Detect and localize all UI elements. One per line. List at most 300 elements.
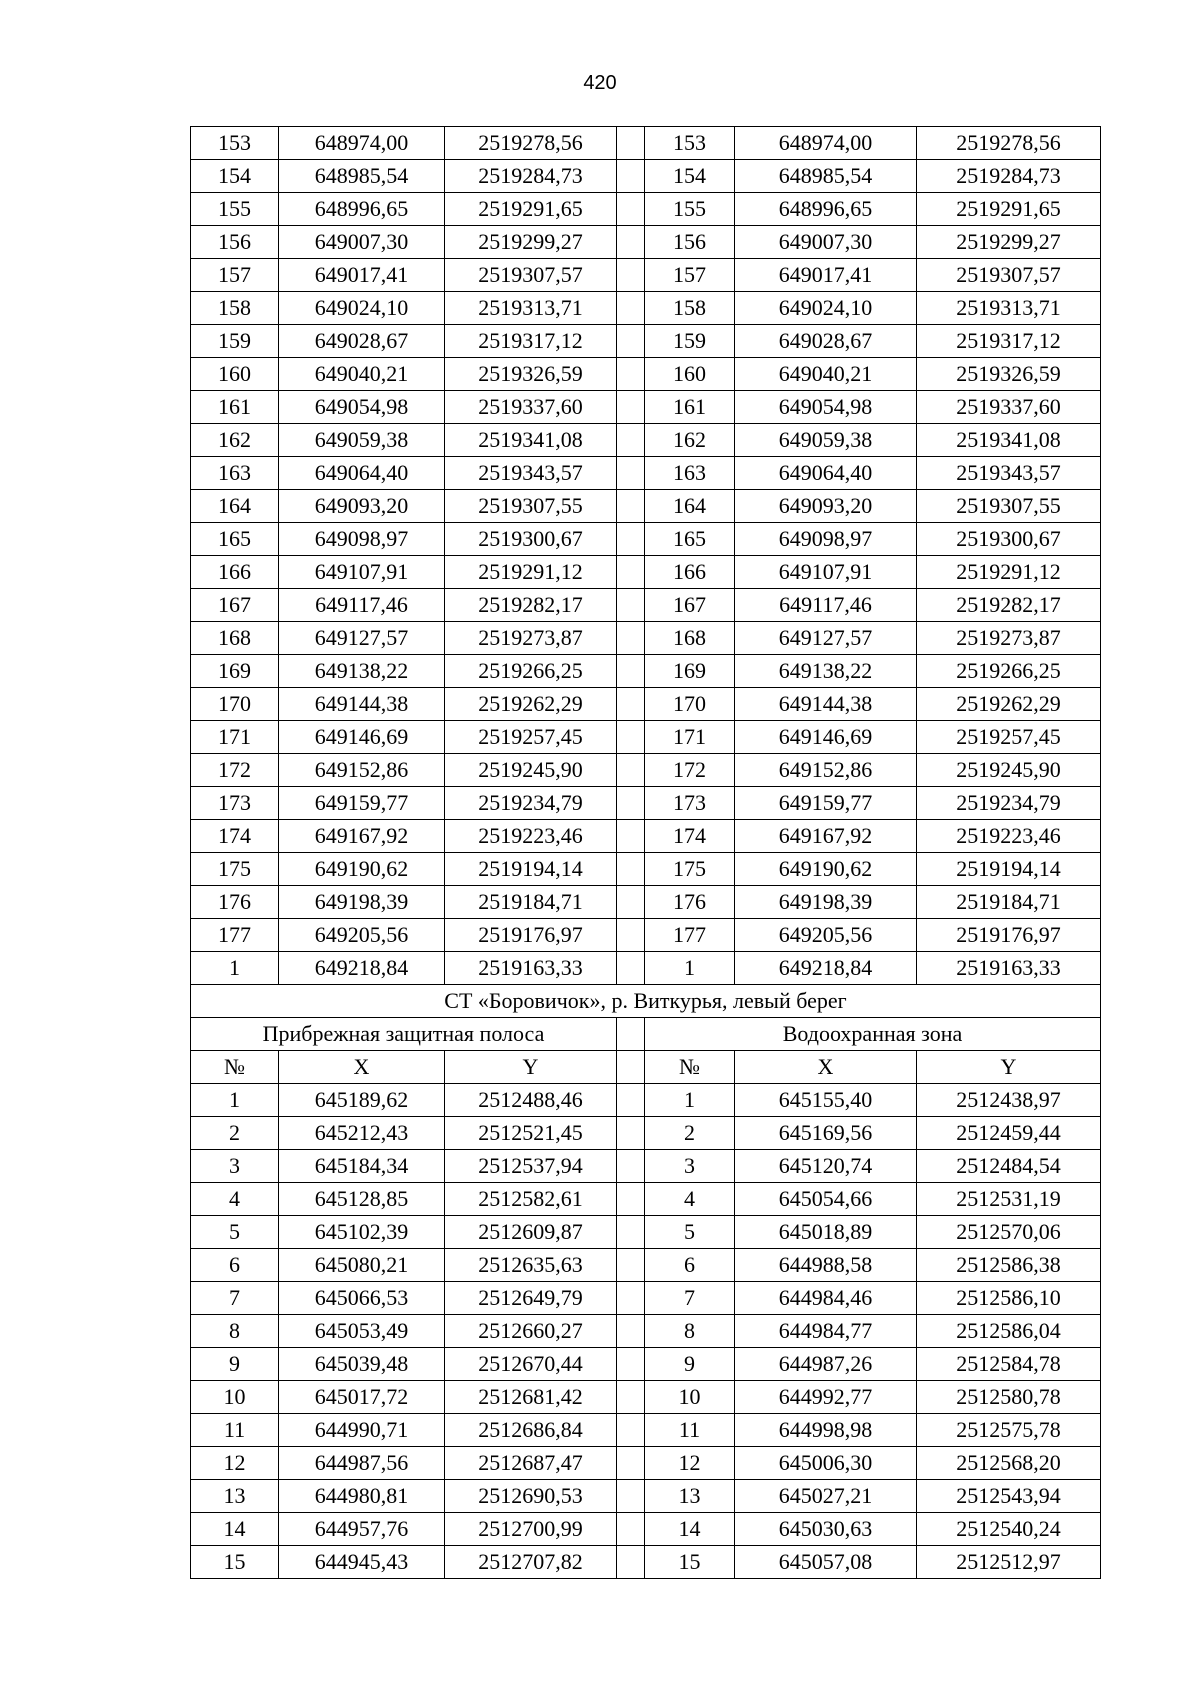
point-number-right: 11	[645, 1414, 735, 1447]
point-number-right: 175	[645, 853, 735, 886]
spacer-cell	[617, 1051, 645, 1084]
x-left: 648996,65	[279, 193, 445, 226]
point-number-right: 171	[645, 721, 735, 754]
section-header-body	[191, 985, 1101, 1084]
y-left: 2512690,53	[445, 1480, 617, 1513]
y-left: 2512521,45	[445, 1117, 617, 1150]
x-right: 645120,74	[735, 1150, 917, 1183]
y-right: 2519278,56	[917, 127, 1101, 160]
y-right: 2519317,12	[917, 325, 1101, 358]
x-right: 649190,62	[735, 853, 917, 886]
y-left: 2512635,63	[445, 1249, 617, 1282]
table-row	[191, 919, 1101, 952]
point-number-right: 169	[645, 655, 735, 688]
x-left: 649152,86	[279, 754, 445, 787]
x-left: 645184,34	[279, 1150, 445, 1183]
point-number-left: 168	[191, 622, 279, 655]
point-number-right: 12	[645, 1447, 735, 1480]
spacer-cell	[617, 688, 645, 721]
table-row	[191, 1414, 1101, 1447]
table-row	[191, 886, 1101, 919]
point-number-left: 162	[191, 424, 279, 457]
point-number-right: 1	[645, 1084, 735, 1117]
y-left: 2519194,14	[445, 853, 617, 886]
y-left: 2519300,67	[445, 523, 617, 556]
x-left: 645017,72	[279, 1381, 445, 1414]
x-right: 645030,63	[735, 1513, 917, 1546]
x-right: 645027,21	[735, 1480, 917, 1513]
y-right: 2519223,46	[917, 820, 1101, 853]
point-number-left: 14	[191, 1513, 279, 1546]
y-left: 2519291,12	[445, 556, 617, 589]
point-number-right: 15	[645, 1546, 735, 1579]
table-row	[191, 556, 1101, 589]
y-right: 2519307,55	[917, 490, 1101, 523]
spacer-cell	[617, 919, 645, 952]
y-left: 2512707,82	[445, 1546, 617, 1579]
table-row	[191, 1447, 1101, 1480]
spacer-cell	[617, 1018, 645, 1051]
spacer-cell	[617, 1315, 645, 1348]
table-row	[191, 688, 1101, 721]
point-number-left: 160	[191, 358, 279, 391]
point-number-right: 174	[645, 820, 735, 853]
y-right: 2512531,19	[917, 1183, 1101, 1216]
point-number-left: 6	[191, 1249, 279, 1282]
point-number-right: 4	[645, 1183, 735, 1216]
x-left: 649098,97	[279, 523, 445, 556]
y-right: 2512459,44	[917, 1117, 1101, 1150]
x-right: 644984,46	[735, 1282, 917, 1315]
point-number-left: 177	[191, 919, 279, 952]
x-left: 644980,81	[279, 1480, 445, 1513]
point-number-left: 155	[191, 193, 279, 226]
point-number-left: 164	[191, 490, 279, 523]
spacer-cell	[617, 1447, 645, 1480]
spacer-cell	[617, 358, 645, 391]
table-row	[191, 424, 1101, 457]
y-left: 2512686,84	[445, 1414, 617, 1447]
table-row	[191, 1546, 1101, 1579]
y-left: 2519234,79	[445, 787, 617, 820]
point-number-left: 167	[191, 589, 279, 622]
spacer-cell	[617, 292, 645, 325]
spacer-cell	[617, 259, 645, 292]
point-number-left: 153	[191, 127, 279, 160]
table-row	[191, 193, 1101, 226]
x-right: 645155,40	[735, 1084, 917, 1117]
table-row	[191, 721, 1101, 754]
right-group-label: Водоохранная зона	[645, 1018, 1101, 1051]
point-number-right: 163	[645, 457, 735, 490]
y-right: 2519282,17	[917, 589, 1101, 622]
spacer-cell	[617, 127, 645, 160]
spacer-cell	[617, 820, 645, 853]
table-row	[191, 1381, 1101, 1414]
point-number-left: 10	[191, 1381, 279, 1414]
point-number-left: 171	[191, 721, 279, 754]
x-right: 649093,20	[735, 490, 917, 523]
point-number-right: 153	[645, 127, 735, 160]
table-row	[191, 457, 1101, 490]
point-number-right: 156	[645, 226, 735, 259]
table-row	[191, 127, 1101, 160]
spacer-cell	[617, 655, 645, 688]
spacer-cell	[617, 1282, 645, 1315]
point-number-left: 166	[191, 556, 279, 589]
x-left: 649167,92	[279, 820, 445, 853]
x-right: 649059,38	[735, 424, 917, 457]
y-left: 2519163,33	[445, 952, 617, 985]
point-number-right: 167	[645, 589, 735, 622]
y-left: 2512687,47	[445, 1447, 617, 1480]
y-left: 2519343,57	[445, 457, 617, 490]
point-number-left: 3	[191, 1150, 279, 1183]
header-num-right: №	[645, 1051, 735, 1084]
y-right: 2519262,29	[917, 688, 1101, 721]
table-row	[191, 787, 1101, 820]
x-left: 649064,40	[279, 457, 445, 490]
spacer-cell	[617, 1183, 645, 1216]
y-left: 2512660,27	[445, 1315, 617, 1348]
x-right: 648974,00	[735, 127, 917, 160]
y-right: 2519326,59	[917, 358, 1101, 391]
spacer-cell	[617, 754, 645, 787]
spacer-cell	[617, 787, 645, 820]
table-row	[191, 160, 1101, 193]
y-left: 2519291,65	[445, 193, 617, 226]
point-number-right: 10	[645, 1381, 735, 1414]
x-right: 645169,56	[735, 1117, 917, 1150]
point-number-right: 172	[645, 754, 735, 787]
x-right: 644992,77	[735, 1381, 917, 1414]
group-label-row	[191, 1018, 1101, 1051]
x-left: 649138,22	[279, 655, 445, 688]
spacer-cell	[617, 1480, 645, 1513]
y-right: 2519284,73	[917, 160, 1101, 193]
x-right: 645054,66	[735, 1183, 917, 1216]
y-right: 2519266,25	[917, 655, 1101, 688]
y-left: 2519317,12	[445, 325, 617, 358]
spacer-cell	[617, 193, 645, 226]
point-number-right: 168	[645, 622, 735, 655]
point-number-left: 169	[191, 655, 279, 688]
y-right: 2519234,79	[917, 787, 1101, 820]
point-number-left: 175	[191, 853, 279, 886]
x-left: 649144,38	[279, 688, 445, 721]
x-right: 645057,08	[735, 1546, 917, 1579]
point-number-left: 7	[191, 1282, 279, 1315]
x-right: 649146,69	[735, 721, 917, 754]
x-left: 645039,48	[279, 1348, 445, 1381]
y-right: 2512575,78	[917, 1414, 1101, 1447]
x-right: 649144,38	[735, 688, 917, 721]
x-right: 649007,30	[735, 226, 917, 259]
table-row	[191, 523, 1101, 556]
spacer-cell	[617, 1414, 645, 1447]
point-number-right: 8	[645, 1315, 735, 1348]
y-left: 2519223,46	[445, 820, 617, 853]
x-left: 645212,43	[279, 1117, 445, 1150]
x-left: 645080,21	[279, 1249, 445, 1282]
table-row	[191, 490, 1101, 523]
y-left: 2519257,45	[445, 721, 617, 754]
x-left: 649127,57	[279, 622, 445, 655]
y-left: 2519184,71	[445, 886, 617, 919]
table-row	[191, 1282, 1101, 1315]
x-right: 648985,54	[735, 160, 917, 193]
point-number-right: 159	[645, 325, 735, 358]
point-number-right: 7	[645, 1282, 735, 1315]
spacer-cell	[617, 952, 645, 985]
point-number-right: 1	[645, 952, 735, 985]
y-left: 2519278,56	[445, 127, 617, 160]
y-right: 2519245,90	[917, 754, 1101, 787]
y-right: 2512543,94	[917, 1480, 1101, 1513]
header-num-left: №	[191, 1051, 279, 1084]
point-number-left: 5	[191, 1216, 279, 1249]
x-left: 649059,38	[279, 424, 445, 457]
point-number-left: 176	[191, 886, 279, 919]
x-right: 644987,26	[735, 1348, 917, 1381]
header-y-left: Y	[445, 1051, 617, 1084]
y-right: 2519343,57	[917, 457, 1101, 490]
x-left: 649028,67	[279, 325, 445, 358]
y-left: 2519284,73	[445, 160, 617, 193]
x-right: 648996,65	[735, 193, 917, 226]
x-right: 649064,40	[735, 457, 917, 490]
spacer-cell	[617, 589, 645, 622]
y-right: 2519194,14	[917, 853, 1101, 886]
spacer-cell	[617, 556, 645, 589]
point-number-left: 11	[191, 1414, 279, 1447]
y-right: 2519184,71	[917, 886, 1101, 919]
x-left: 648985,54	[279, 160, 445, 193]
x-right: 649152,86	[735, 754, 917, 787]
y-right: 2519163,33	[917, 952, 1101, 985]
x-left: 649190,62	[279, 853, 445, 886]
y-left: 2512582,61	[445, 1183, 617, 1216]
x-left: 648974,00	[279, 127, 445, 160]
table-row	[191, 1084, 1101, 1117]
x-right: 645018,89	[735, 1216, 917, 1249]
x-left: 649218,84	[279, 952, 445, 985]
spacer-cell	[617, 457, 645, 490]
y-left: 2519341,08	[445, 424, 617, 457]
table-row	[191, 259, 1101, 292]
section-title: СТ «Боровичок», р. Виткурья, левый берег	[191, 985, 1101, 1018]
y-right: 2519176,97	[917, 919, 1101, 952]
table-row	[191, 853, 1101, 886]
table-row	[191, 325, 1101, 358]
point-number-left: 158	[191, 292, 279, 325]
spacer-cell	[617, 1117, 645, 1150]
x-right: 649167,92	[735, 820, 917, 853]
header-x-right: X	[735, 1051, 917, 1084]
point-number-right: 3	[645, 1150, 735, 1183]
column-header-row	[191, 1051, 1101, 1084]
point-number-right: 158	[645, 292, 735, 325]
x-left: 649117,46	[279, 589, 445, 622]
x-right: 644984,77	[735, 1315, 917, 1348]
y-left: 2519307,55	[445, 490, 617, 523]
point-number-right: 154	[645, 160, 735, 193]
x-right: 649054,98	[735, 391, 917, 424]
point-number-left: 159	[191, 325, 279, 358]
point-number-right: 161	[645, 391, 735, 424]
point-number-right: 2	[645, 1117, 735, 1150]
point-number-right: 170	[645, 688, 735, 721]
point-number-left: 165	[191, 523, 279, 556]
y-right: 2512568,20	[917, 1447, 1101, 1480]
table-row	[191, 358, 1101, 391]
point-number-right: 155	[645, 193, 735, 226]
y-right: 2519313,71	[917, 292, 1101, 325]
point-number-left: 156	[191, 226, 279, 259]
x-right: 645006,30	[735, 1447, 917, 1480]
y-left: 2519326,59	[445, 358, 617, 391]
point-number-right: 14	[645, 1513, 735, 1546]
header-y-right: Y	[917, 1051, 1101, 1084]
table-row	[191, 952, 1101, 985]
point-number-left: 2	[191, 1117, 279, 1150]
x-left: 649024,10	[279, 292, 445, 325]
x-left: 649007,30	[279, 226, 445, 259]
y-right: 2512586,10	[917, 1282, 1101, 1315]
y-left: 2519245,90	[445, 754, 617, 787]
table-row	[191, 1513, 1101, 1546]
x-right: 649138,22	[735, 655, 917, 688]
y-right: 2512540,24	[917, 1513, 1101, 1546]
bottom-rows-body	[191, 1084, 1101, 1579]
spacer-cell	[617, 1150, 645, 1183]
y-left: 2519282,17	[445, 589, 617, 622]
x-left: 649107,91	[279, 556, 445, 589]
y-left: 2519337,60	[445, 391, 617, 424]
point-number-left: 170	[191, 688, 279, 721]
x-right: 649198,39	[735, 886, 917, 919]
x-left: 649159,77	[279, 787, 445, 820]
y-right: 2519257,45	[917, 721, 1101, 754]
y-right: 2519341,08	[917, 424, 1101, 457]
point-number-right: 177	[645, 919, 735, 952]
spacer-cell	[617, 160, 645, 193]
y-left: 2512649,79	[445, 1282, 617, 1315]
y-left: 2512537,94	[445, 1150, 617, 1183]
spacer-cell	[617, 622, 645, 655]
spacer-cell	[617, 721, 645, 754]
table-row	[191, 1183, 1101, 1216]
point-number-right: 13	[645, 1480, 735, 1513]
spacer-cell	[617, 325, 645, 358]
coordinates-table	[190, 126, 1101, 1579]
y-right: 2519299,27	[917, 226, 1101, 259]
point-number-left: 1	[191, 952, 279, 985]
y-right: 2519291,12	[917, 556, 1101, 589]
point-number-left: 4	[191, 1183, 279, 1216]
x-right: 649205,56	[735, 919, 917, 952]
table-row	[191, 589, 1101, 622]
point-number-right: 165	[645, 523, 735, 556]
x-left: 649093,20	[279, 490, 445, 523]
section-title-row	[191, 985, 1101, 1018]
y-left: 2512700,99	[445, 1513, 617, 1546]
y-right: 2519300,67	[917, 523, 1101, 556]
x-left: 644987,56	[279, 1447, 445, 1480]
y-right: 2512570,06	[917, 1216, 1101, 1249]
page-number: 420	[583, 72, 617, 94]
point-number-right: 164	[645, 490, 735, 523]
spacer-cell	[617, 1249, 645, 1282]
point-number-right: 6	[645, 1249, 735, 1282]
y-right: 2519337,60	[917, 391, 1101, 424]
spacer-cell	[617, 226, 645, 259]
y-left: 2519266,25	[445, 655, 617, 688]
x-right: 649028,67	[735, 325, 917, 358]
spacer-cell	[617, 424, 645, 457]
y-left: 2519273,87	[445, 622, 617, 655]
spacer-cell	[617, 1513, 645, 1546]
point-number-left: 154	[191, 160, 279, 193]
header-x-left: X	[279, 1051, 445, 1084]
y-right: 2512484,54	[917, 1150, 1101, 1183]
y-left: 2519307,57	[445, 259, 617, 292]
table-row	[191, 1117, 1101, 1150]
spacer-cell	[617, 1216, 645, 1249]
x-left: 644990,71	[279, 1414, 445, 1447]
spacer-cell	[617, 1546, 645, 1579]
point-number-left: 157	[191, 259, 279, 292]
spacer-cell	[617, 1084, 645, 1117]
spacer-cell	[617, 523, 645, 556]
x-left: 645053,49	[279, 1315, 445, 1348]
y-left: 2519176,97	[445, 919, 617, 952]
y-right: 2512586,04	[917, 1315, 1101, 1348]
y-right: 2519307,57	[917, 259, 1101, 292]
x-right: 649107,91	[735, 556, 917, 589]
x-right: 649159,77	[735, 787, 917, 820]
x-left: 649205,56	[279, 919, 445, 952]
table-row	[191, 1216, 1101, 1249]
point-number-left: 12	[191, 1447, 279, 1480]
spacer-cell	[617, 853, 645, 886]
point-number-right: 173	[645, 787, 735, 820]
x-left: 649198,39	[279, 886, 445, 919]
x-left: 645102,39	[279, 1216, 445, 1249]
table-row	[191, 292, 1101, 325]
y-right: 2512586,38	[917, 1249, 1101, 1282]
point-number-left: 172	[191, 754, 279, 787]
spacer-cell	[617, 886, 645, 919]
y-right: 2512512,97	[917, 1546, 1101, 1579]
point-number-left: 161	[191, 391, 279, 424]
point-number-right: 176	[645, 886, 735, 919]
x-left: 649017,41	[279, 259, 445, 292]
point-number-left: 163	[191, 457, 279, 490]
table-row	[191, 754, 1101, 787]
x-right: 649218,84	[735, 952, 917, 985]
point-number-left: 1	[191, 1084, 279, 1117]
table-row	[191, 226, 1101, 259]
point-number-right: 162	[645, 424, 735, 457]
point-number-left: 13	[191, 1480, 279, 1513]
spacer-cell	[617, 1348, 645, 1381]
point-number-right: 166	[645, 556, 735, 589]
spacer-cell	[617, 490, 645, 523]
y-left: 2519262,29	[445, 688, 617, 721]
point-number-left: 9	[191, 1348, 279, 1381]
x-right: 644988,58	[735, 1249, 917, 1282]
